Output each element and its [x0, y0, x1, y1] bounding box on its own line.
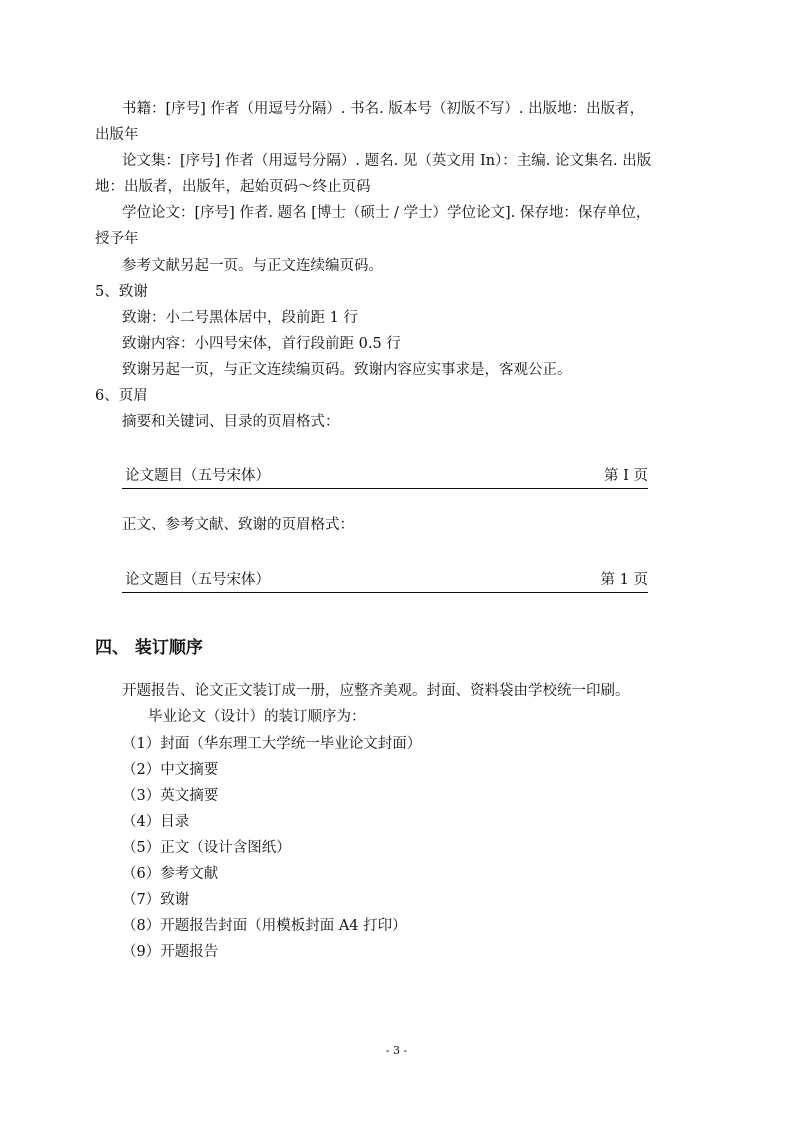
binding-item-8: （8）开题报告封面（用模板封面 A4 打印） — [122, 918, 407, 934]
ref-book-line-2: 出版年 — [95, 127, 139, 143]
ref-book-line-1: 书籍：[序号] 作者（用逗号分隔）. 书名. 版本号（初版不写）. 出版地：出版者， — [122, 101, 645, 117]
header-example-2-page: 第 1 页 — [600, 572, 648, 588]
ref-thesis-line-2: 授予年 — [95, 231, 139, 247]
binding-item-7: （7）致谢 — [122, 892, 190, 908]
header-intro-1: 摘要和关键词、目录的页眉格式： — [122, 414, 340, 430]
ack-line-1: 致谢：小二号黑体居中，段前距 1 行 — [122, 310, 358, 326]
header-intro-2: 正文、参考文献、致谢的页眉格式： — [122, 517, 354, 533]
header-example-1 — [122, 462, 648, 489]
ack-line-2: 致谢内容：小四号宋体，首行段前距 0.5 行 — [122, 336, 401, 352]
header-example-2-title: 论文题目（五号宋体） — [125, 572, 270, 588]
ack-heading: 5、致谢 — [95, 284, 148, 300]
section-4-heading: 四、 装订顺序 — [95, 638, 203, 658]
ref-collection-line-2: 地：出版者，出版年，起始页码～终止页码 — [95, 179, 371, 195]
ack-line-3: 致谢另起一页，与正文连续编页码。致谢内容应实事求是，客观公正。 — [122, 362, 572, 378]
binding-item-9: （9）开题报告 — [122, 944, 219, 960]
binding-item-6: （6）参考文献 — [122, 866, 219, 882]
section-4-intro: 毕业论文（设计）的装订顺序为： — [148, 709, 366, 725]
binding-item-2: （2）中文摘要 — [122, 762, 219, 778]
header-example-2 — [122, 566, 648, 593]
header-example-1-page: 第 I 页 — [604, 468, 648, 484]
header-example-1-title: 论文题目（五号宋体） — [125, 468, 270, 484]
binding-item-1: （1）封面（华东理工大学统一毕业论文封面） — [122, 736, 422, 752]
ref-collection-line-1: 论文集：[序号] 作者（用逗号分隔）. 题名. 见（英文用 In）：主编. 论文集名. 出版 — [122, 153, 652, 169]
section-4-paragraph: 开题报告、论文正文装订成一册，应整齐美观。封面、资料袋由学校统一印刷。 — [122, 683, 630, 699]
binding-item-4: （4）目录 — [122, 814, 190, 830]
page-number: - 3 - — [385, 1044, 408, 1057]
ref-thesis-line-1: 学位论文：[序号] 作者. 题名 [博士（硕士 / 学士）学位论文]. 保存地：保存单位， — [122, 205, 651, 221]
header-section-heading: 6、页眉 — [95, 388, 148, 404]
binding-item-3: （3）英文摘要 — [122, 788, 219, 804]
ref-note: 参考文献另起一页。与正文连续编页码。 — [122, 258, 383, 274]
binding-item-5: （5）正文（设计含图纸） — [122, 840, 291, 856]
